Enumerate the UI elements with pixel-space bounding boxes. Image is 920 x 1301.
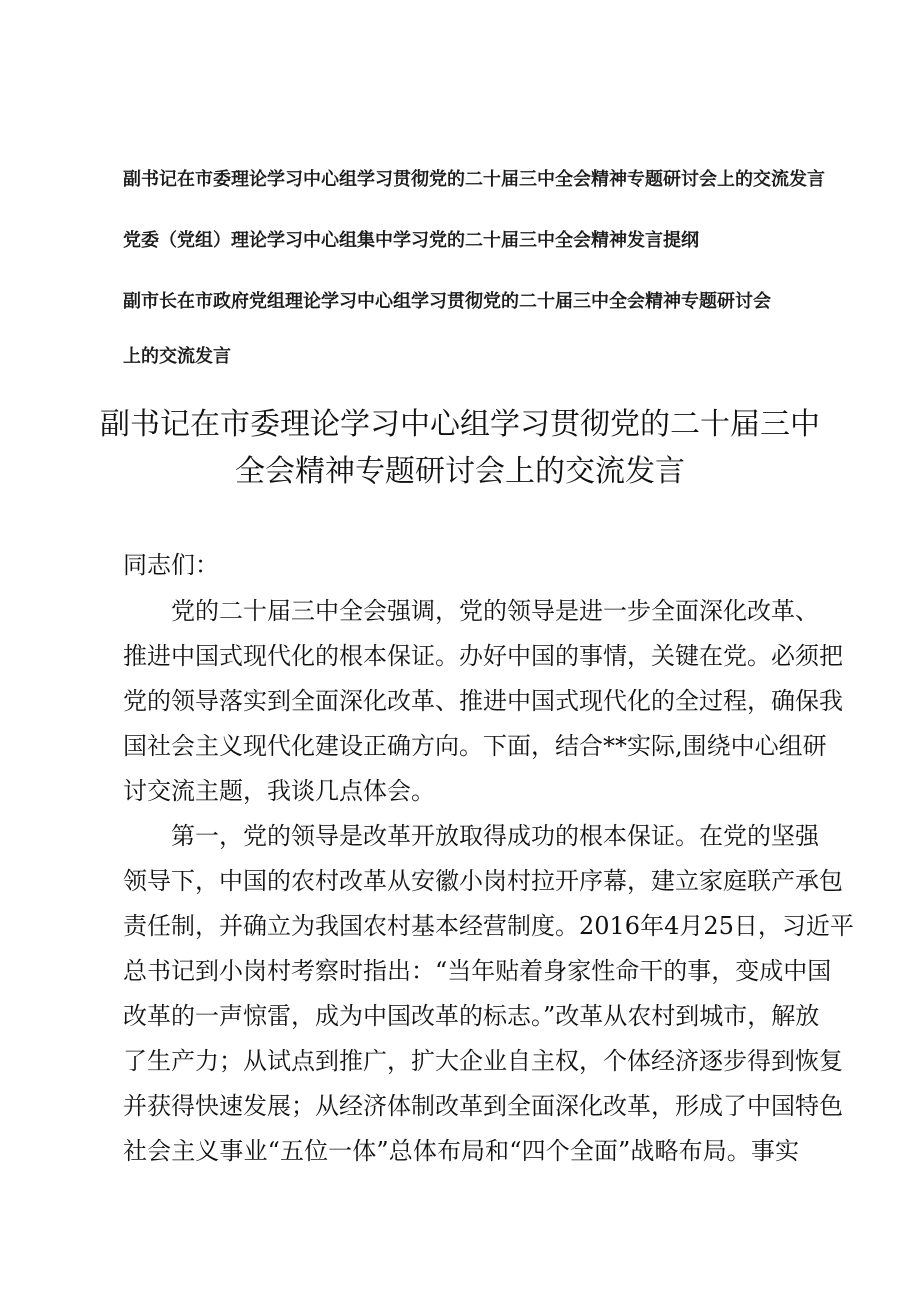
body-line: 了生产力；从试点到推广，扩大企业自主权，个体经济逐步得到恢复 <box>123 1047 843 1075</box>
toc-entry-3-continued: 上的交流发言 <box>123 346 231 367</box>
toc-entry-2: 党委（党组）理论学习中心组集中学习党的二十届三中全会精神发言提纲 <box>123 230 699 251</box>
document-title-line-2: 全会精神专题研讨会上的交流发言 <box>235 454 685 489</box>
body-line: 社会主义事业“五位一体”总体布局和“四个全面”战略布局。事实 <box>123 1137 799 1165</box>
toc-entry-3: 副市长在市政府党组理论学习中心组学习贯彻党的二十届三中全会精神专题研讨会 <box>123 291 771 312</box>
body-line: 推进中国式现代化的根本保证。办好中国的事情，关键在党。必须把 <box>123 642 843 670</box>
body-line: 党的领导落实到全面深化改革、推进中国式现代化的全过程，确保我 <box>123 687 843 715</box>
body-line: 责任制，并确立为我国农村基本经营制度。2016年4月25日，习近平 <box>123 912 854 940</box>
body-line: 第一，党的领导是改革开放取得成功的根本保证。在党的坚强 <box>123 822 819 850</box>
body-line: 讨交流主题，我谈几点体会。 <box>123 777 435 805</box>
document-title-line-1: 副书记在市委理论学习中心组学习贯彻党的二十届三中 <box>100 407 820 442</box>
body-line: 国社会主义现代化建设正确方向。下面，结合**实际,围绕中心组研 <box>123 732 827 760</box>
body-line: 改革的一声惊雷，成为中国改革的标志。”改革从农村到城市，解放 <box>123 1002 820 1030</box>
body-line: 总书记到小岗村考察时指出：“当年贴着身家性命干的事，变成中国 <box>123 957 832 985</box>
body-line: 党的二十届三中全会强调，党的领导是进一步全面深化改革、 <box>123 597 819 625</box>
toc-entry-1: 副书记在市委理论学习中心组学习贯彻党的二十届三中全会精神专题研讨会上的交流发言 <box>123 169 825 190</box>
body-line: 领导下，中国的农村改革从安徽小岗村拉开序幕，建立家庭联产承包 <box>123 867 843 895</box>
body-line: 并获得快速发展；从经济体制改革到全面深化改革，形成了中国特色 <box>123 1092 843 1120</box>
salutation: 同志们： <box>123 551 219 579</box>
